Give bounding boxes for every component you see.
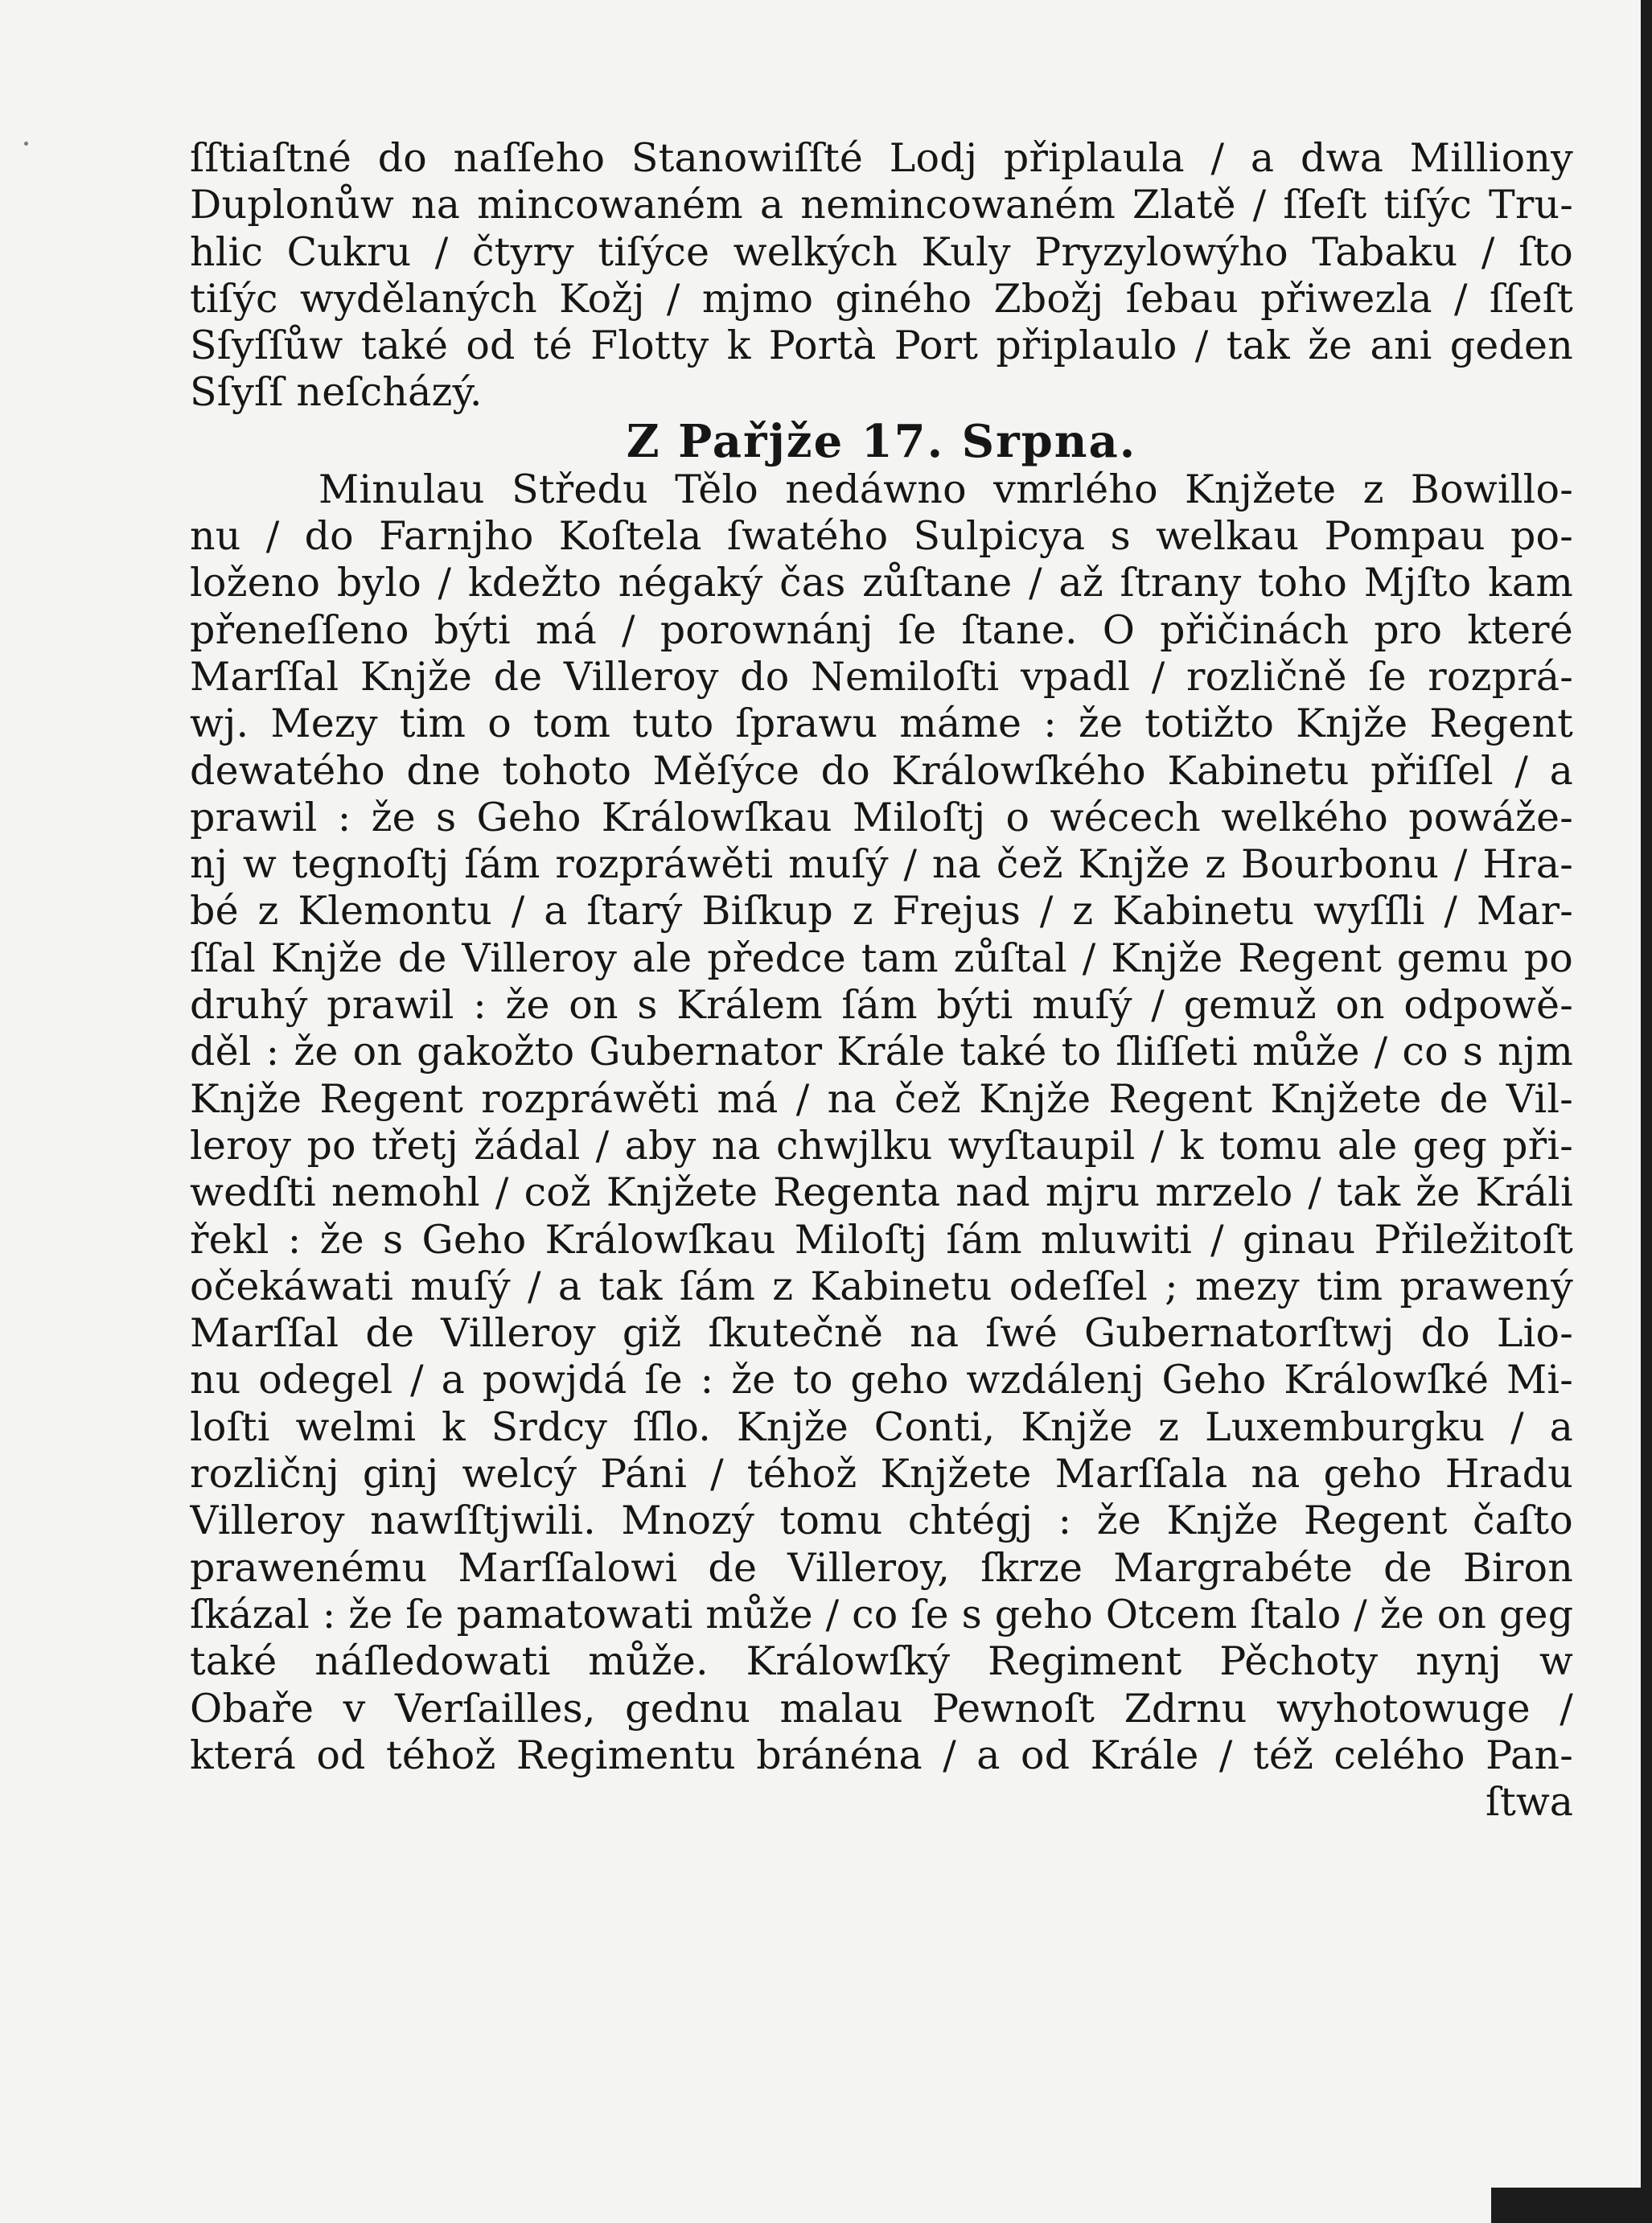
margin-speck — [24, 142, 28, 146]
text-line: ſkázal : že ſe pamatowati může / co ſe s geho Otcem ſtalo / že on geg — [190, 1591, 1573, 1637]
text-line: ſſtiaſtné do naſſeho Stanowiſſté Lodj připlaula / a dwa Milliony — [190, 135, 1573, 181]
paragraph-paris-report — [190, 466, 1573, 1779]
text-line: nu / do Farnjho Koſtela ſwatého Sulpicya s welkau Pompau po- — [190, 513, 1573, 560]
text-line: která od téhož Regimentu bránéna / a od Krále / též celého Pan- — [190, 1732, 1573, 1778]
text-line: Villeroy nawſſtjwili. Mnozý tomu chtégj : že Knjže Regent čaſto — [190, 1498, 1573, 1544]
text-line: Sſyſſ neſcházý. — [190, 369, 483, 416]
text-line: prawenému Marſſalowi de Villeroy, ſkrze Margrabéte de Biron — [190, 1544, 1573, 1591]
text-line: loſti welmi k Srdcy ſſlo. Knjže Conti, Knjže z Luxemburgku / a — [190, 1403, 1573, 1450]
text-line: Duplonůw na mincowaném a nemincowaném Zlatě / ſſeſt tiſýc Tru- — [190, 182, 1573, 228]
text-line: prawil : že s Geho Králowſkau Miloſtj o wécech welkého powáže- — [190, 794, 1573, 840]
text-line: očekáwati muſý / a tak ſám z Kabinetu odeſſel ; mezy tim prawený — [190, 1263, 1573, 1309]
text-line: Minulau Středu Tělo nedáwno vmrlého Knjžete z Bowillo- — [318, 466, 1573, 512]
text-line: Knjže Regent rozpráwěti má / na čež Knjže Regent Knjžete de Vil- — [190, 1075, 1573, 1122]
text-line: Sſyſſůw také od té Flotty k Portà Port připlaulo / tak že ani geden — [190, 323, 1573, 369]
text-line: wj. Mezy tim o tom tuto ſprawu máme : že totižto Knjže Regent — [190, 701, 1573, 747]
text-line: Marſſal de Villeroy giž ſkutečně na ſwé Gubernatorſtwj do Lio- — [190, 1310, 1573, 1357]
text-line: nj w tegnoſtj ſám rozpráwěti muſý / na čež Knjže z Bourbonu / Hra- — [190, 841, 1573, 888]
page-edge-shadow — [1641, 0, 1652, 2223]
text-line: bé z Klemontu / a ſtarý Biſkup z Frejus / z Kabinetu wyſſli / Mar- — [190, 888, 1573, 935]
text-line: přeneſſeno býti má / porownánj ſe ſtane. O přičinách pro které — [190, 606, 1573, 653]
text-line: řekl : že s Geho Králowſkau Miloſtj ſám mluwiti / ginau Přiležitoſt — [190, 1216, 1573, 1263]
text-line: děl : že on gakožto Gubernator Krále také to ſliſſeti může / co s njm — [190, 1029, 1573, 1075]
text-line: leroy po třetj žádal / aby na chwjlku wyſtaupil / k tomu ale geg při- — [190, 1122, 1573, 1169]
text-line: Marſſal Knjže de Villeroy do Nemiloſti vpadl / rozličně ſe rozprá- — [190, 653, 1573, 700]
text-line: wedſti nemohl / což Knjžete Regenta nad mjru mrzelo / tak že Králi — [190, 1169, 1573, 1216]
text-line: rozličnj ginj welcý Páni / téhož Knjžete Marſſala na geho Hradu — [190, 1451, 1573, 1498]
paragraph-continued — [190, 135, 1573, 417]
scan-corner-bar — [1491, 2188, 1652, 2223]
text-line: loženo bylo / kdežto négaký čas zůſtane / až ſtrany toho Mjſto kam — [190, 560, 1573, 606]
text-line: druhý prawil : že on s Králem ſám býti muſý / gemuž on odpowě- — [190, 982, 1573, 1029]
text-line: nu odegel / a powjdá ſe : že to geho wzdálenj Geho Králowſké Mi- — [190, 1357, 1573, 1403]
text-line: ſſal Knjže de Villeroy ale předce tam zůſtal / Knjže Regent gemu po — [190, 935, 1573, 981]
text-line: tiſýc wydělaných Kožj / mjmo giného Zbožj ſebau přiwezla / ſſeſt — [190, 275, 1573, 322]
catchword: ſtwa — [1486, 1779, 1573, 1826]
text-line: také náſledowati může. Králowſký Regiment Pěchoty nynj w — [190, 1638, 1573, 1685]
text-block — [190, 135, 1573, 1826]
text-line: hlic Cukru / čtyry tiſýce welkých Kuly Pryzylowýho Tabaku / ſto — [190, 228, 1573, 275]
text-line: Obaře v Verſailles, gednu malau Pewnoſt Zdrnu wyhotowuge / — [190, 1685, 1573, 1732]
dateline-heading: Z Pařjže 17. Srpna. — [626, 414, 1137, 468]
text-line: dewatého dne tohoto Měſýce do Králowſkého Kabinetu přiſſel / a — [190, 747, 1573, 794]
